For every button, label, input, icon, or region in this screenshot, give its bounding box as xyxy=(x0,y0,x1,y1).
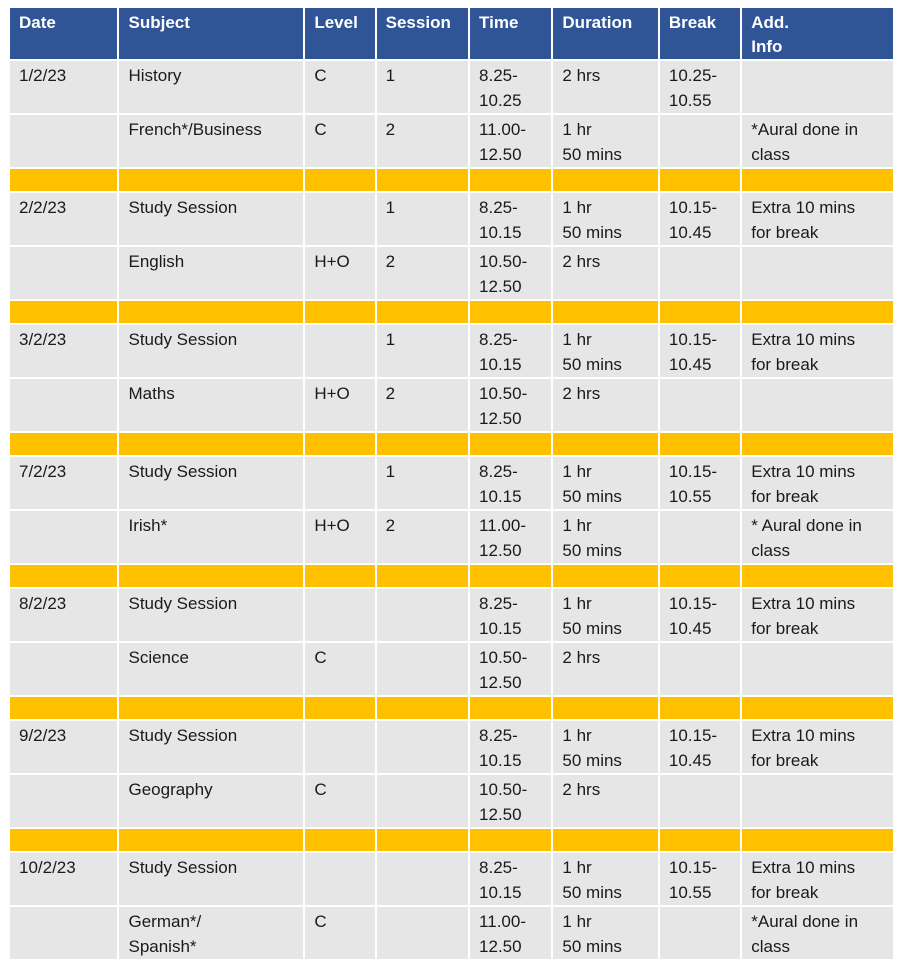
cell-session: 1 xyxy=(377,61,468,113)
cell-date: 2/2/23 xyxy=(10,193,117,245)
cell-subject: English xyxy=(119,247,303,299)
table-row xyxy=(10,457,893,509)
day-separator xyxy=(10,169,893,191)
cell-date: 3/2/23 xyxy=(10,325,117,377)
header-add-info: Add. Info xyxy=(742,8,893,59)
cell-duration: 1 hr 50 mins xyxy=(553,853,657,905)
header-time: Time xyxy=(470,8,551,59)
cell-time: 8.25- 10.15 xyxy=(470,589,551,641)
cell-subject: Study Session xyxy=(119,193,303,245)
cell-duration: 1 hr 50 mins xyxy=(553,193,657,245)
cell-time: 11.00- 12.50 xyxy=(470,115,551,167)
cell-session: 1 xyxy=(377,457,468,509)
timetable-body xyxy=(10,61,893,959)
cell-break xyxy=(660,511,740,563)
cell-level: C xyxy=(305,643,374,695)
cell-session xyxy=(377,907,468,959)
cell-duration: 2 hrs xyxy=(553,247,657,299)
cell-subject: Maths xyxy=(119,379,303,431)
cell-date xyxy=(10,379,117,431)
separator-cell xyxy=(470,697,551,719)
cell-date: 8/2/23 xyxy=(10,589,117,641)
cell-break: 10.15- 10.45 xyxy=(660,325,740,377)
cell-add-info: Extra 10 mins for break xyxy=(742,853,893,905)
cell-time: 8.25- 10.15 xyxy=(470,193,551,245)
separator-cell xyxy=(553,433,657,455)
cell-date xyxy=(10,511,117,563)
cell-break xyxy=(660,643,740,695)
separator-cell xyxy=(553,301,657,323)
table-row xyxy=(10,61,893,113)
separator-cell xyxy=(553,169,657,191)
day-separator xyxy=(10,433,893,455)
cell-date: 10/2/23 xyxy=(10,853,117,905)
cell-duration: 1 hr 50 mins xyxy=(553,721,657,773)
separator-cell xyxy=(119,301,303,323)
cell-break xyxy=(660,775,740,827)
cell-duration: 1 hr 50 mins xyxy=(553,325,657,377)
cell-break: 10.15- 10.45 xyxy=(660,589,740,641)
separator-cell xyxy=(10,301,117,323)
cell-subject: Study Session xyxy=(119,853,303,905)
separator-cell xyxy=(553,829,657,851)
cell-add-info: Extra 10 mins for break xyxy=(742,457,893,509)
cell-duration: 2 hrs xyxy=(553,775,657,827)
separator-cell xyxy=(119,565,303,587)
separator-cell xyxy=(377,301,468,323)
cell-level: H+O xyxy=(305,511,374,563)
day-separator xyxy=(10,565,893,587)
separator-cell xyxy=(742,169,893,191)
day-separator xyxy=(10,829,893,851)
cell-level xyxy=(305,589,374,641)
cell-break xyxy=(660,115,740,167)
timetable-table xyxy=(8,6,895,961)
header-session: Session xyxy=(377,8,468,59)
cell-duration: 2 hrs xyxy=(553,643,657,695)
separator-cell xyxy=(377,565,468,587)
cell-break xyxy=(660,379,740,431)
cell-subject: Science xyxy=(119,643,303,695)
cell-break xyxy=(660,247,740,299)
cell-level: C xyxy=(305,61,374,113)
table-row xyxy=(10,511,893,563)
cell-date: 1/2/23 xyxy=(10,61,117,113)
cell-duration: 2 hrs xyxy=(553,61,657,113)
separator-cell xyxy=(119,169,303,191)
separator-cell xyxy=(553,565,657,587)
cell-level: C xyxy=(305,115,374,167)
cell-break xyxy=(660,907,740,959)
cell-add-info: Extra 10 mins for break xyxy=(742,721,893,773)
table-row xyxy=(10,643,893,695)
table-row xyxy=(10,853,893,905)
cell-duration: 1 hr 50 mins xyxy=(553,907,657,959)
cell-add-info xyxy=(742,775,893,827)
separator-cell xyxy=(119,697,303,719)
table-row xyxy=(10,193,893,245)
cell-session xyxy=(377,589,468,641)
cell-add-info xyxy=(742,61,893,113)
separator-cell xyxy=(742,301,893,323)
separator-cell xyxy=(305,433,374,455)
separator-cell xyxy=(470,565,551,587)
header-date: Date xyxy=(10,8,117,59)
separator-cell xyxy=(742,433,893,455)
cell-time: 10.50- 12.50 xyxy=(470,379,551,431)
cell-break: 10.15- 10.45 xyxy=(660,193,740,245)
cell-subject: History xyxy=(119,61,303,113)
separator-cell xyxy=(377,433,468,455)
cell-time: 10.50- 12.50 xyxy=(470,247,551,299)
cell-duration: 1 hr 50 mins xyxy=(553,589,657,641)
cell-duration: 1 hr 50 mins xyxy=(553,115,657,167)
cell-subject: Irish* xyxy=(119,511,303,563)
cell-date: 7/2/23 xyxy=(10,457,117,509)
cell-date xyxy=(10,643,117,695)
cell-date xyxy=(10,775,117,827)
header-row xyxy=(10,8,893,59)
cell-duration: 2 hrs xyxy=(553,379,657,431)
cell-add-info: * Aural done in class xyxy=(742,511,893,563)
cell-level xyxy=(305,325,374,377)
cell-subject: French*/Business xyxy=(119,115,303,167)
cell-session xyxy=(377,721,468,773)
cell-subject: Study Session xyxy=(119,457,303,509)
cell-session: 1 xyxy=(377,325,468,377)
cell-level xyxy=(305,457,374,509)
separator-cell xyxy=(742,697,893,719)
cell-duration: 1 hr 50 mins xyxy=(553,457,657,509)
cell-add-info xyxy=(742,379,893,431)
cell-add-info xyxy=(742,247,893,299)
cell-time: 11.00- 12.50 xyxy=(470,511,551,563)
table-row xyxy=(10,379,893,431)
separator-cell xyxy=(10,565,117,587)
table-row xyxy=(10,115,893,167)
cell-date: 9/2/23 xyxy=(10,721,117,773)
cell-add-info xyxy=(742,643,893,695)
separator-cell xyxy=(10,433,117,455)
cell-session xyxy=(377,643,468,695)
separator-cell xyxy=(305,565,374,587)
table-row xyxy=(10,775,893,827)
separator-cell xyxy=(10,169,117,191)
header-subject: Subject xyxy=(119,8,303,59)
separator-cell xyxy=(470,829,551,851)
cell-time: 8.25- 10.15 xyxy=(470,853,551,905)
cell-time: 8.25- 10.15 xyxy=(470,457,551,509)
cell-session: 2 xyxy=(377,379,468,431)
table-row xyxy=(10,247,893,299)
cell-subject: Geography xyxy=(119,775,303,827)
separator-cell xyxy=(660,697,740,719)
cell-duration: 1 hr 50 mins xyxy=(553,511,657,563)
cell-session: 2 xyxy=(377,115,468,167)
separator-cell xyxy=(377,697,468,719)
separator-cell xyxy=(305,829,374,851)
cell-time: 8.25- 10.15 xyxy=(470,721,551,773)
table-row xyxy=(10,721,893,773)
cell-level: H+O xyxy=(305,247,374,299)
cell-break: 10.15- 10.45 xyxy=(660,721,740,773)
separator-cell xyxy=(119,829,303,851)
cell-level xyxy=(305,193,374,245)
table-row xyxy=(10,907,893,959)
cell-subject: Study Session xyxy=(119,325,303,377)
header-level: Level xyxy=(305,8,374,59)
separator-cell xyxy=(660,829,740,851)
cell-session: 2 xyxy=(377,247,468,299)
separator-cell xyxy=(470,169,551,191)
cell-add-info: Extra 10 mins for break xyxy=(742,193,893,245)
cell-level xyxy=(305,721,374,773)
cell-session xyxy=(377,775,468,827)
cell-session: 2 xyxy=(377,511,468,563)
cell-add-info: Extra 10 mins for break xyxy=(742,325,893,377)
cell-date xyxy=(10,907,117,959)
cell-time: 8.25- 10.25 xyxy=(470,61,551,113)
cell-add-info: Extra 10 mins for break xyxy=(742,589,893,641)
cell-time: 11.00- 12.50 xyxy=(470,907,551,959)
separator-cell xyxy=(305,301,374,323)
cell-level xyxy=(305,853,374,905)
separator-cell xyxy=(305,697,374,719)
cell-subject: Study Session xyxy=(119,589,303,641)
header-duration: Duration xyxy=(553,8,657,59)
exam-timetable xyxy=(8,6,895,961)
day-separator xyxy=(10,301,893,323)
cell-level: H+O xyxy=(305,379,374,431)
separator-cell xyxy=(377,829,468,851)
cell-session xyxy=(377,853,468,905)
cell-break: 10.15- 10.55 xyxy=(660,853,740,905)
cell-level: C xyxy=(305,775,374,827)
separator-cell xyxy=(470,301,551,323)
separator-cell xyxy=(742,565,893,587)
cell-time: 10.50- 12.50 xyxy=(470,775,551,827)
cell-break: 10.15- 10.55 xyxy=(660,457,740,509)
separator-cell xyxy=(119,433,303,455)
table-row xyxy=(10,589,893,641)
separator-cell xyxy=(660,301,740,323)
cell-add-info: *Aural done in class xyxy=(742,115,893,167)
cell-time: 10.50- 12.50 xyxy=(470,643,551,695)
cell-time: 8.25- 10.15 xyxy=(470,325,551,377)
cell-session: 1 xyxy=(377,193,468,245)
table-row xyxy=(10,325,893,377)
day-separator xyxy=(10,697,893,719)
separator-cell xyxy=(553,697,657,719)
separator-cell xyxy=(470,433,551,455)
cell-add-info: *Aural done in class xyxy=(742,907,893,959)
separator-cell xyxy=(377,169,468,191)
separator-cell xyxy=(305,169,374,191)
cell-date xyxy=(10,247,117,299)
cell-subject: German*/ Spanish* xyxy=(119,907,303,959)
cell-date xyxy=(10,115,117,167)
cell-break: 10.25- 10.55 xyxy=(660,61,740,113)
separator-cell xyxy=(660,433,740,455)
cell-level: C xyxy=(305,907,374,959)
header-break: Break xyxy=(660,8,740,59)
separator-cell xyxy=(10,697,117,719)
separator-cell xyxy=(660,565,740,587)
separator-cell xyxy=(10,829,117,851)
cell-subject: Study Session xyxy=(119,721,303,773)
separator-cell xyxy=(660,169,740,191)
separator-cell xyxy=(742,829,893,851)
